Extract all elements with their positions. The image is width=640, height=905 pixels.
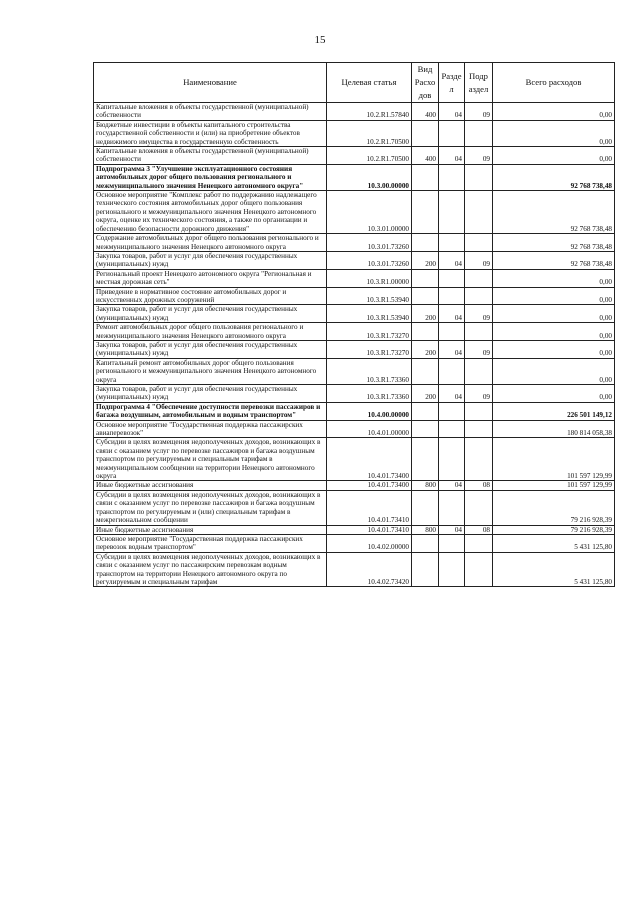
row-name: Субсидии в целях возмещения недополученных доходов, возникающих в связи с оказанием услуг по перевозке пассажиров и багажа воздушным транспортом по регулируемым и специальным тарифам в межмуниципальном сообщении на территории Ненецкого автономного округа — [94, 438, 327, 481]
table-row — [94, 385, 615, 403]
table-row — [94, 164, 615, 190]
row-expense-type: 200 — [412, 385, 439, 403]
row-name: Закупка товаров, работ и услуг для обеспечения государственных (муниципальных) нужд — [94, 251, 327, 269]
row-section — [439, 234, 465, 252]
row-expense-type: 800 — [412, 481, 439, 490]
row-total: 92 768 738,48 — [493, 164, 615, 190]
row-target-code: 10.4.01.73400 — [327, 438, 412, 481]
row-name: Основное мероприятие "Государственная поддержка пассажирских авиаперевозок" — [94, 420, 327, 438]
row-name: Иные бюджетные ассигнования — [94, 481, 327, 490]
table-row — [94, 287, 615, 305]
table-row — [94, 251, 615, 269]
row-target-code: 10.3.R1.73360 — [327, 358, 412, 384]
row-section: 04 — [439, 525, 465, 534]
row-total: 0,00 — [493, 385, 615, 403]
row-total: 0,00 — [493, 340, 615, 358]
row-section — [439, 164, 465, 190]
row-total: 79 216 928,39 — [493, 525, 615, 534]
row-section: 04 — [439, 305, 465, 323]
row-section — [439, 120, 465, 146]
row-expense-type: 200 — [412, 340, 439, 358]
row-section — [439, 191, 465, 234]
row-name: Основное мероприятие "Комплекс работ по поддержанию надлежащего технического состояния автомобильных дорог общего пользования регионального и межмуниципального значения Ненецкого автономного округа, оценке их технического состояния, а также по организации и обеспечению безопасности дорожного движения" — [94, 191, 327, 234]
table-row — [94, 534, 615, 552]
row-section — [439, 438, 465, 481]
row-subsection — [465, 402, 493, 420]
row-subsection — [465, 534, 493, 552]
row-section — [439, 420, 465, 438]
row-subsection — [465, 420, 493, 438]
row-expense-type — [412, 552, 439, 587]
row-target-code: 10.3.R1.73270 — [327, 323, 412, 341]
row-target-code: 10.3.01.73260 — [327, 234, 412, 252]
table-row — [94, 490, 615, 525]
row-expense-type: 800 — [412, 525, 439, 534]
row-subsection — [465, 490, 493, 525]
row-expense-type — [412, 120, 439, 146]
row-total: 101 597 129,99 — [493, 481, 615, 490]
row-name: Иные бюджетные ассигнования — [94, 525, 327, 534]
row-name: Ремонт автомобильных дорог общего пользования регионального и межмуниципального значения Ненецкого автономного округа — [94, 323, 327, 341]
table-row — [94, 191, 615, 234]
row-name: Основное мероприятие "Государственная поддержка пассажирских перевозок водным транспортом" — [94, 534, 327, 552]
row-subsection — [465, 323, 493, 341]
row-target-code: 10.3.R1.53940 — [327, 287, 412, 305]
row-subsection — [465, 164, 493, 190]
row-section — [439, 358, 465, 384]
row-section: 04 — [439, 481, 465, 490]
table-row — [94, 269, 615, 287]
row-total: 92 768 738,48 — [493, 191, 615, 234]
row-target-code: 10.3.R1.00000 — [327, 269, 412, 287]
row-name: Закупка товаров, работ и услуг для обеспечения государственных (муниципальных) нужд — [94, 340, 327, 358]
row-subsection: 09 — [465, 147, 493, 165]
row-subsection — [465, 191, 493, 234]
row-total: 79 216 928,39 — [493, 490, 615, 525]
row-total: 0,00 — [493, 323, 615, 341]
header-total: Всего расходов — [493, 63, 615, 103]
row-target-code: 10.3.R1.73360 — [327, 385, 412, 403]
row-section — [439, 490, 465, 525]
row-expense-type: 400 — [412, 103, 439, 121]
row-name: Подпрограмма 3 "Улучшение эксплуатационного состояния автомобильных дорог общего пользования регионального и межмуниципального значения Ненецкого автономного округа" — [94, 164, 327, 190]
row-target-code: 10.4.02.73420 — [327, 552, 412, 587]
row-target-code: 10.4.02.00000 — [327, 534, 412, 552]
row-section: 04 — [439, 340, 465, 358]
row-total: 0,00 — [493, 120, 615, 146]
row-total: 180 814 058,38 — [493, 420, 615, 438]
row-expense-type — [412, 323, 439, 341]
table-row — [94, 340, 615, 358]
row-target-code: 10.4.01.00000 — [327, 420, 412, 438]
row-name: Капитальные вложения в объекты государственной (муниципальной) собственности — [94, 103, 327, 121]
row-target-code: 10.2.R1.70500 — [327, 147, 412, 165]
row-total: 0,00 — [493, 147, 615, 165]
header-expense-type: Вид Расхо дов — [412, 63, 439, 103]
row-subsection: 08 — [465, 525, 493, 534]
table-row — [94, 234, 615, 252]
table-row — [94, 103, 615, 121]
row-subsection: 09 — [465, 305, 493, 323]
row-expense-type — [412, 402, 439, 420]
row-subsection — [465, 269, 493, 287]
header-name: Наименование — [94, 63, 327, 103]
table-row — [94, 481, 615, 490]
row-target-code: 10.3.01.00000 — [327, 191, 412, 234]
row-name: Капитальный ремонт автомобильных дорог общего пользования регионального и межмуниципального значения Ненецкого автономного округа — [94, 358, 327, 384]
header-target: Целевая статья — [327, 63, 412, 103]
table-row — [94, 305, 615, 323]
table-row — [94, 438, 615, 481]
row-total: 0,00 — [493, 305, 615, 323]
row-target-code: 10.3.00.00000 — [327, 164, 412, 190]
row-expense-type: 400 — [412, 147, 439, 165]
row-name: Приведение в нормативное состояние автомобильных дорог и искусственных дорожных сооружений — [94, 287, 327, 305]
row-subsection — [465, 234, 493, 252]
row-name: Субсидии в целях возмещения недополученных доходов, возникающих в связи с оказанием услуг по перевозке пассажиров и багажа воздушным транспортом по регулируемым и (или) специальным тарифам в межрегиональном сообщении — [94, 490, 327, 525]
row-section — [439, 402, 465, 420]
row-subsection — [465, 120, 493, 146]
row-name: Региональный проект Ненецкого автономного округа "Региональная и местная дорожная сеть" — [94, 269, 327, 287]
table-row — [94, 147, 615, 165]
row-target-code: 10.4.01.73410 — [327, 490, 412, 525]
table-header-row — [94, 63, 615, 103]
row-subsection: 09 — [465, 340, 493, 358]
row-section — [439, 323, 465, 341]
header-section: Разде л — [439, 63, 465, 103]
row-target-code: 10.2.R1.70500 — [327, 120, 412, 146]
row-total: 226 501 149,12 — [493, 402, 615, 420]
row-target-code: 10.4.00.00000 — [327, 402, 412, 420]
row-target-code: 10.3.R1.53940 — [327, 305, 412, 323]
row-target-code: 10.4.01.73400 — [327, 481, 412, 490]
row-expense-type — [412, 287, 439, 305]
row-expense-type — [412, 269, 439, 287]
row-total: 5 431 125,80 — [493, 552, 615, 587]
row-total: 0,00 — [493, 287, 615, 305]
row-section — [439, 552, 465, 587]
row-subsection: 09 — [465, 385, 493, 403]
row-target-code: 10.3.R1.73270 — [327, 340, 412, 358]
row-total: 101 597 129,99 — [493, 438, 615, 481]
row-section: 04 — [439, 103, 465, 121]
row-expense-type — [412, 490, 439, 525]
row-total: 92 768 738,48 — [493, 234, 615, 252]
row-name: Бюджетные инвестиции в объекты капитального строительства государственной собственности и (или) на приобретение объектов недвижимого имущества в государственную собственность — [94, 120, 327, 146]
row-subsection: 08 — [465, 481, 493, 490]
row-section: 04 — [439, 385, 465, 403]
row-expense-type — [412, 164, 439, 190]
row-name: Подпрограмма 4 "Обеспечение доступности перевозки пассажиров и багажа воздушным, автомобильным и водным транспортом" — [94, 402, 327, 420]
row-name: Закупка товаров, работ и услуг для обеспечения государственных (муниципальных) нужд — [94, 305, 327, 323]
table-row — [94, 358, 615, 384]
row-total: 0,00 — [493, 358, 615, 384]
row-section — [439, 287, 465, 305]
row-expense-type — [412, 534, 439, 552]
table-row — [94, 120, 615, 146]
table-row — [94, 552, 615, 587]
row-total: 0,00 — [493, 103, 615, 121]
row-subsection: 09 — [465, 103, 493, 121]
page-number: 15 — [314, 34, 326, 46]
row-expense-type — [412, 420, 439, 438]
row-total: 92 768 738,48 — [493, 251, 615, 269]
row-name: Содержание автомобильных дорог общего пользования регионального и межмуниципального значения Ненецкого автономного округа — [94, 234, 327, 252]
row-section: 04 — [439, 251, 465, 269]
row-subsection — [465, 438, 493, 481]
row-expense-type: 200 — [412, 305, 439, 323]
table-row — [94, 525, 615, 534]
row-expense-type — [412, 191, 439, 234]
row-expense-type: 200 — [412, 251, 439, 269]
budget-table — [93, 62, 615, 587]
table-row — [94, 420, 615, 438]
row-section — [439, 534, 465, 552]
row-subsection — [465, 358, 493, 384]
row-section — [439, 269, 465, 287]
table-row — [94, 402, 615, 420]
header-subsection: Подр аздел — [465, 63, 493, 103]
row-section: 04 — [439, 147, 465, 165]
row-subsection — [465, 552, 493, 587]
table-row — [94, 323, 615, 341]
row-name: Закупка товаров, работ и услуг для обеспечения государственных (муниципальных) нужд — [94, 385, 327, 403]
row-target-code: 10.2.R1.57840 — [327, 103, 412, 121]
row-total: 0,00 — [493, 269, 615, 287]
row-name: Субсидии в целях возмещения недополученных доходов, возникающих в связи с оказанием услуг по пассажирским перевозкам водным транспортом на территории Ненецкого автономного округа по регулируемым и специальным тарифам — [94, 552, 327, 587]
row-name: Капитальные вложения в объекты государственной (муниципальной) собственности — [94, 147, 327, 165]
row-target-code: 10.3.01.73260 — [327, 251, 412, 269]
row-subsection — [465, 287, 493, 305]
row-subsection: 09 — [465, 251, 493, 269]
row-target-code: 10.4.01.73410 — [327, 525, 412, 534]
row-expense-type — [412, 438, 439, 481]
row-total: 5 431 125,80 — [493, 534, 615, 552]
row-expense-type — [412, 234, 439, 252]
row-expense-type — [412, 358, 439, 384]
